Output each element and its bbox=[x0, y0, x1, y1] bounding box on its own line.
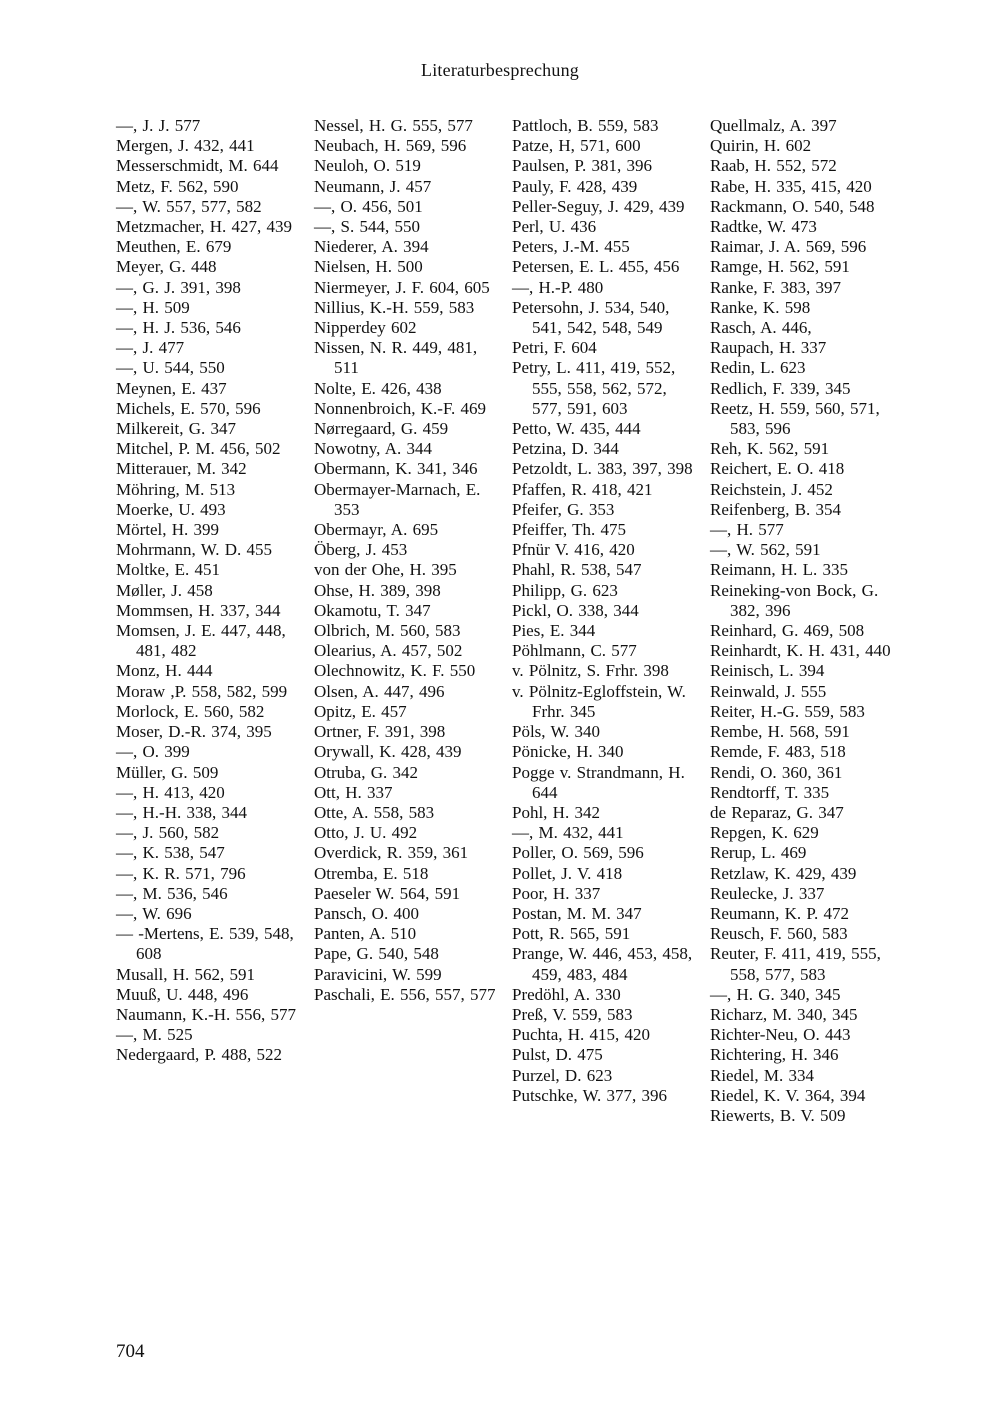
index-entry: Remde, F. 483, 518 bbox=[710, 742, 846, 762]
index-entry: Orywall, K. 428, 439 bbox=[314, 742, 462, 762]
index-entry: Mitchel, P. M. 456, 502 bbox=[116, 439, 281, 459]
index-entry: Pansch, O. 400 bbox=[314, 903, 419, 923]
index-entry: Rendi, O. 360, 361 bbox=[710, 762, 843, 782]
index-entry: Reinhardt, K. H. 431, 440 bbox=[710, 641, 891, 661]
index-entry: Pies, E. 344 bbox=[512, 621, 596, 641]
index-entry: Reusch, F. 560, 583 bbox=[710, 924, 848, 944]
index-entry: Pfaffen, R. 418, 421 bbox=[512, 479, 653, 499]
index-entry: Riedel, M. 334 bbox=[710, 1065, 814, 1085]
index-entry: Pöls, W. 340 bbox=[512, 722, 600, 742]
index-entry: Richter-Neu, O. 443 bbox=[710, 1025, 851, 1045]
index-entry: Reumann, K. P. 472 bbox=[710, 903, 849, 923]
index-entry: Pohl, H. 342 bbox=[512, 802, 600, 822]
index-entry: Petersen, E. L. 455, 456 bbox=[512, 257, 680, 277]
index-entry: Raupach, H. 337 bbox=[710, 338, 827, 358]
index-entry: Repgen, K. 629 bbox=[710, 823, 819, 843]
index-entry: Quellmalz, A. 397 bbox=[710, 116, 837, 135]
index-entry: Møller, J. 458 bbox=[116, 580, 213, 600]
index-entry: Petri, F. 604 bbox=[512, 338, 597, 358]
index-entry: Retzlaw, K. 429, 439 bbox=[710, 863, 857, 883]
index-entry: Redin, L. 623 bbox=[710, 358, 806, 378]
index-entry: Ohse, H. 389, 398 bbox=[314, 580, 441, 600]
index-entry: v. Pölnitz-Egloffstein, W. Frhr. 345 bbox=[512, 681, 686, 721]
index-entry: Predöhl, A. 330 bbox=[512, 984, 621, 1004]
index-column-2 bbox=[314, 116, 500, 1005]
index-entry: Moraw ,P. 558, 582, 599 bbox=[116, 681, 288, 701]
index-entry: —, H.-P. 480 bbox=[512, 277, 604, 297]
index-entry: Petzina, D. 344 bbox=[512, 439, 619, 459]
index-entry: Paravicini, W. 599 bbox=[314, 964, 442, 984]
index-entry: Pickl, O. 338, 344 bbox=[512, 600, 639, 620]
index-column-1 bbox=[116, 116, 302, 1066]
index-entry: Prange, W. 446, 453, 458, 459, 483, 484 bbox=[512, 944, 693, 984]
index-entry: Reineking-von Bock, G. 382, 396 bbox=[710, 580, 879, 620]
index-entry: de Reparaz, G. 347 bbox=[710, 802, 844, 822]
index-entry: Obermann, K. 341, 346 bbox=[314, 459, 478, 479]
index-entry: —, W. 557, 577, 582 bbox=[116, 196, 262, 216]
index-entry: Mommsen, H. 337, 344 bbox=[116, 600, 281, 620]
index-entry: —, M. 432, 441 bbox=[512, 823, 624, 843]
index-entry: Meyer, G. 448 bbox=[116, 257, 217, 277]
index-entry: Nonnenbroich, K.-F. 469 bbox=[314, 398, 487, 418]
index-entry: Otremba, E. 518 bbox=[314, 863, 429, 883]
index-entry: Michels, E. 570, 596 bbox=[116, 398, 261, 418]
index-entry: Neumann, J. 457 bbox=[314, 176, 432, 196]
index-entry: —, K. R. 571, 796 bbox=[116, 863, 246, 883]
index-entry: Riedel, K. V. 364, 394 bbox=[710, 1085, 866, 1105]
index-entry: Purzel, D. 623 bbox=[512, 1065, 613, 1085]
index-entry: —, S. 544, 550 bbox=[314, 217, 420, 237]
index-entry: Phahl, R. 538, 547 bbox=[512, 560, 642, 580]
index-entry: —, J. 477 bbox=[116, 338, 185, 358]
index-entry: Müller, G. 509 bbox=[116, 762, 219, 782]
index-entry: Raimar, J. A. 569, 596 bbox=[710, 237, 867, 257]
index-entry: Naumann, K.-H. 556, 577 bbox=[116, 1004, 297, 1024]
index-entry: Mörtel, H. 399 bbox=[116, 520, 220, 540]
index-entry: Poor, H. 337 bbox=[512, 883, 601, 903]
index-entry: Olsen, A. 447, 496 bbox=[314, 681, 445, 701]
index-entry: Rembe, H. 568, 591 bbox=[710, 722, 850, 742]
index-entry: Quirin, H. 602 bbox=[710, 136, 812, 156]
index-entry: Pape, G. 540, 548 bbox=[314, 944, 439, 964]
index-entry: Moser, D.-R. 374, 395 bbox=[116, 722, 272, 742]
index-entry: Paulsen, P. 381, 396 bbox=[512, 156, 652, 176]
index-entry: Nolte, E. 426, 438 bbox=[314, 378, 442, 398]
index-entry: Niederer, A. 394 bbox=[314, 237, 429, 257]
index-entry: Moltke, E. 451 bbox=[116, 560, 220, 580]
index-entry: Riewerts, B. V. 509 bbox=[710, 1105, 846, 1125]
index-entry: Reimann, H. L. 335 bbox=[710, 560, 849, 580]
index-entry: Rerup, L. 469 bbox=[710, 843, 807, 863]
index-entry: Richarz, M. 340, 345 bbox=[710, 1004, 858, 1024]
index-entry: Okamotu, T. 347 bbox=[314, 600, 431, 620]
index-entry: —, H. 509 bbox=[116, 297, 190, 317]
page-number: 704 bbox=[116, 1341, 145, 1362]
index-entry: Pulst, D. 475 bbox=[512, 1045, 603, 1065]
index-entry: Rabe, H. 335, 415, 420 bbox=[710, 176, 872, 196]
index-entry: Reinisch, L. 394 bbox=[710, 661, 825, 681]
index-entry: Monz, H. 444 bbox=[116, 661, 213, 681]
index-entry: — -Mertens, E. 539, 548, 608 bbox=[116, 924, 294, 964]
index-entry: —, O. 456, 501 bbox=[314, 196, 423, 216]
index-entry: Paschali, E. 556, 557, 577 bbox=[314, 984, 496, 1004]
index-entry: Metz, F. 562, 590 bbox=[116, 176, 239, 196]
index-entry: Neuloh, O. 519 bbox=[314, 156, 421, 176]
index-entry: —, W. 562, 591 bbox=[710, 540, 821, 560]
index-entry: Reiter, H.-G. 559, 583 bbox=[710, 701, 865, 721]
index-entry: Rackmann, O. 540, 548 bbox=[710, 196, 875, 216]
index-entry: Reichstein, J. 452 bbox=[710, 479, 833, 499]
index-entry: Richtering, H. 346 bbox=[710, 1045, 839, 1065]
index-entry: Postan, M. M. 347 bbox=[512, 903, 642, 923]
index-entry: Nørregaard, G. 459 bbox=[314, 419, 449, 439]
index-entry: Philipp, G. 623 bbox=[512, 580, 618, 600]
index-entry: Nipperdey 602 bbox=[314, 318, 417, 338]
index-entry: —, W. 696 bbox=[116, 903, 192, 923]
index-entry: Olechnowitz, K. F. 550 bbox=[314, 661, 476, 681]
index-entry: Putschke, W. 377, 396 bbox=[512, 1085, 668, 1105]
index-entry: Pauly, F. 428, 439 bbox=[512, 176, 638, 196]
index-entry: Paeseler W. 564, 591 bbox=[314, 883, 461, 903]
index-entry: Öberg, J. 453 bbox=[314, 540, 408, 560]
index-entry: Reetz, H. 559, 560, 571, 583, 596 bbox=[710, 398, 880, 439]
index-entry: v. Pölnitz, S. Frhr. 398 bbox=[512, 661, 669, 681]
index-entry: Opitz, E. 457 bbox=[314, 701, 407, 721]
index-entry: Metzmacher, H. 427, 439 bbox=[116, 217, 293, 237]
index-entry: Petzoldt, L. 383, 397, 398 bbox=[512, 459, 693, 479]
index-entry: Pfeiffer, Th. 475 bbox=[512, 520, 627, 540]
index-entry: Meuthen, E. 679 bbox=[116, 237, 232, 257]
index-entry: Momsen, J. E. 447, 448, 481, 482 bbox=[116, 621, 286, 661]
index-entry: Panten, A. 510 bbox=[314, 924, 417, 944]
index-entry: Petry, L. 411, 419, 552, 555, 558, 562, 572, 577, 591, 603 bbox=[512, 358, 676, 418]
index-entry: Olearius, A. 457, 502 bbox=[314, 641, 463, 661]
index-entry: Peller-Seguy, J. 429, 439 bbox=[512, 196, 685, 216]
index-entry: Perl, U. 436 bbox=[512, 217, 597, 237]
index-entry: —, J. J. 577 bbox=[116, 116, 201, 135]
index-entry: Raab, H. 552, 572 bbox=[710, 156, 837, 176]
index-entry: Nedergaard, P. 488, 522 bbox=[116, 1045, 283, 1065]
index-entry: Puchta, H. 415, 420 bbox=[512, 1025, 651, 1045]
index-column-4 bbox=[710, 116, 896, 1126]
index-entry: Rasch, A. 446, bbox=[710, 318, 812, 338]
running-header: Literaturbesprechung bbox=[421, 60, 579, 80]
index-entry: Reinhard, G. 469, 508 bbox=[710, 621, 865, 641]
index-entry: Pöhlmann, C. 577 bbox=[512, 641, 637, 661]
index-entry: Pott, R. 565, 591 bbox=[512, 924, 631, 944]
index-entry: Mergen, J. 432, 441 bbox=[116, 136, 255, 156]
index-entry: —, O. 399 bbox=[116, 742, 190, 762]
index-entry: Petto, W. 435, 444 bbox=[512, 419, 641, 439]
index-entry: Patze, H, 571, 600 bbox=[512, 136, 641, 156]
index-entry: Ranke, F. 383, 397 bbox=[710, 277, 842, 297]
index-entry: —, G. J. 391, 398 bbox=[116, 277, 241, 297]
index-entry: —, J. 560, 582 bbox=[116, 823, 220, 843]
index-entry: —, H. J. 536, 546 bbox=[116, 318, 241, 338]
index-entry: Pfeifer, G. 353 bbox=[512, 499, 615, 519]
index-entry: Pönicke, H. 340 bbox=[512, 742, 624, 762]
index-entry: Pfnür V. 416, 420 bbox=[512, 540, 635, 560]
index-entry: Messerschmidt, M. 644 bbox=[116, 156, 279, 176]
index-entry: Nissen, N. R. 449, 481, 511 bbox=[314, 338, 478, 378]
index-entry: Milkereit, G. 347 bbox=[116, 419, 237, 439]
index-entry: Nielsen, H. 500 bbox=[314, 257, 423, 277]
index-entry: Otto, J. U. 492 bbox=[314, 823, 418, 843]
index-entry: Petersohn, J. 534, 540, 541, 542, 548, 549 bbox=[512, 297, 670, 338]
index-entry: Rendtorff, T. 335 bbox=[710, 782, 830, 802]
index-entry: —, M. 536, 546 bbox=[116, 883, 228, 903]
index-entry: Obermayer-Marnach, E. 353 bbox=[314, 479, 481, 519]
index-entry: —, K. 538, 547 bbox=[116, 843, 225, 863]
index-entry: Peters, J.-M. 455 bbox=[512, 237, 630, 257]
index-entry: Redlich, F. 339, 345 bbox=[710, 378, 851, 398]
index-entry: Neubach, H. 569, 596 bbox=[314, 136, 467, 156]
index-entry: Möhring, M. 513 bbox=[116, 479, 236, 499]
index-entry: Otruba, G. 342 bbox=[314, 762, 418, 782]
index-entry: —, U. 544, 550 bbox=[116, 358, 225, 378]
index-entry: Pollet, J. V. 418 bbox=[512, 863, 623, 883]
index-entry: Radtke, W. 473 bbox=[710, 217, 817, 237]
index-entry: Reinwald, J. 555 bbox=[710, 681, 827, 701]
index-entry: Muuß, U. 448, 496 bbox=[116, 984, 249, 1004]
index-entry: Ott, H. 337 bbox=[314, 782, 393, 802]
index-entry: Reifenberg, B. 354 bbox=[710, 499, 842, 519]
index-entry: Moerke, U. 493 bbox=[116, 499, 226, 519]
index-entry: —, H. 577 bbox=[710, 520, 784, 540]
index-entry: Otte, A. 558, 583 bbox=[314, 802, 435, 822]
index-entry: Ramge, H. 562, 591 bbox=[710, 257, 850, 277]
index-entry: Pogge v. Strandmann, H. 644 bbox=[512, 762, 685, 802]
index-entry: —, M. 525 bbox=[116, 1025, 193, 1045]
index-entry: Pattloch, B. 559, 583 bbox=[512, 116, 659, 135]
index-entry: Ranke, K. 598 bbox=[710, 297, 811, 317]
index-entry: Reulecke, J. 337 bbox=[710, 883, 825, 903]
index-entry: Morlock, E. 560, 582 bbox=[116, 701, 265, 721]
index-entry: Musall, H. 562, 591 bbox=[116, 964, 255, 984]
index-entry: Nillius, K.-H. 559, 583 bbox=[314, 297, 475, 317]
index-entry: von der Ohe, H. 395 bbox=[314, 560, 457, 580]
index-entry: Reuter, F. 411, 419, 555, 558, 577, 583 bbox=[710, 944, 881, 984]
index-entry: Olbrich, M. 560, 583 bbox=[314, 621, 461, 641]
index-entry: Reh, K. 562, 591 bbox=[710, 439, 830, 459]
index-entry: Nessel, H. G. 555, 577 bbox=[314, 116, 473, 135]
index-entry: Poller, O. 569, 596 bbox=[512, 843, 644, 863]
index-entry: Obermayr, A. 695 bbox=[314, 520, 439, 540]
index-column-3 bbox=[512, 116, 698, 1106]
index-entry: Mohrmann, W. D. 455 bbox=[116, 540, 272, 560]
index-entry: Nowotny, A. 344 bbox=[314, 439, 433, 459]
index-entry: —, H. G. 340, 345 bbox=[710, 984, 841, 1004]
index-entry: Reichert, E. O. 418 bbox=[710, 459, 845, 479]
index-entry: —, H. 413, 420 bbox=[116, 782, 225, 802]
index-entry: —, H.-H. 338, 344 bbox=[116, 802, 247, 822]
index-entry: Meynen, E. 437 bbox=[116, 378, 227, 398]
index-entry: Niermeyer, J. F. 604, 605 bbox=[314, 277, 490, 297]
index-entry: Mitterauer, M. 342 bbox=[116, 459, 247, 479]
index-entry: Overdick, R. 359, 361 bbox=[314, 843, 469, 863]
index-entry: Preß, V. 559, 583 bbox=[512, 1004, 633, 1024]
index-entry: Ortner, F. 391, 398 bbox=[314, 722, 446, 742]
